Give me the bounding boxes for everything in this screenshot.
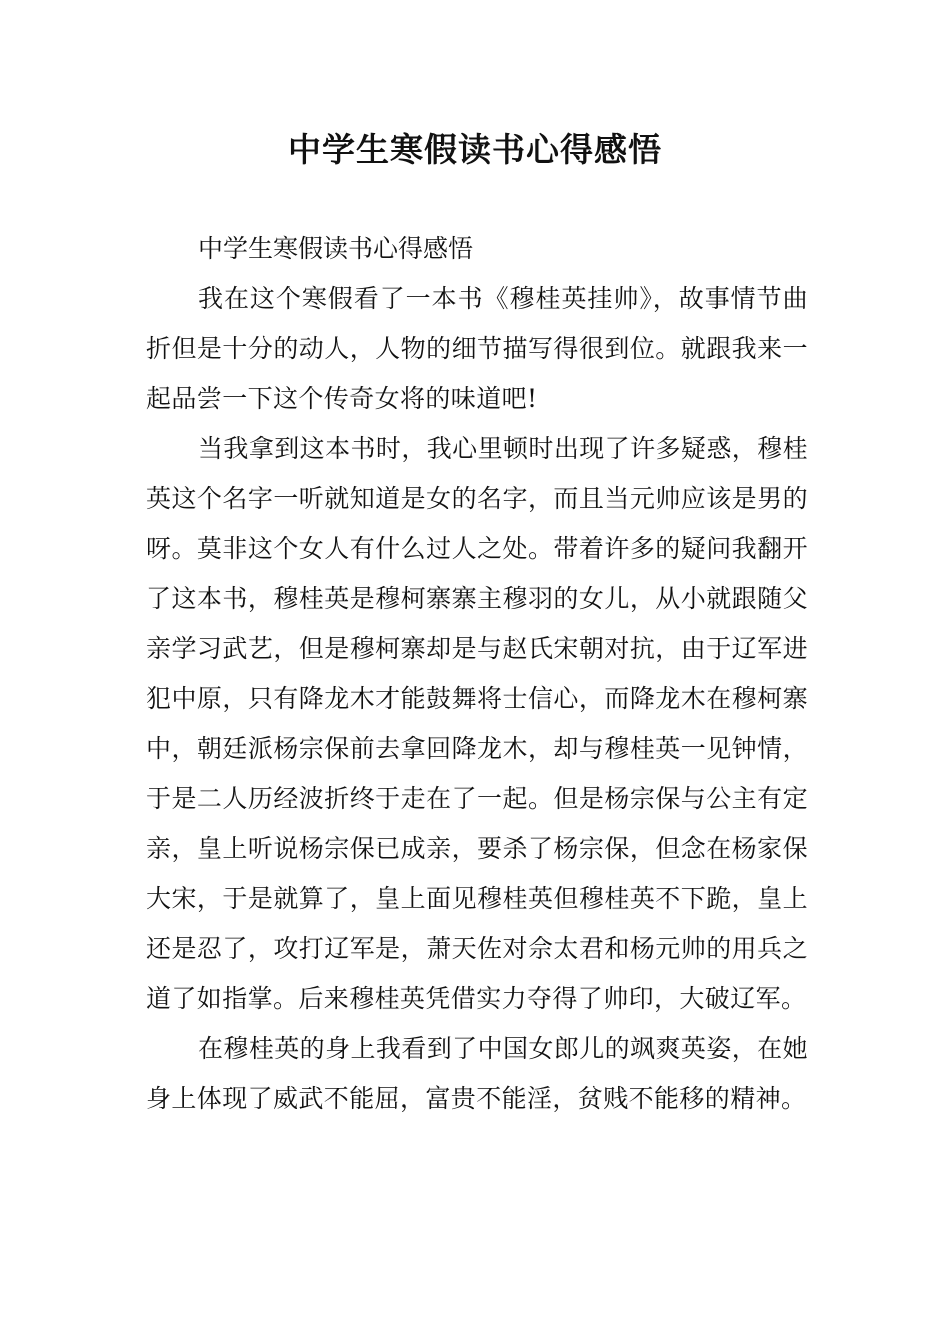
body-subtitle: 中学生寒假读书心得感悟 [198,234,474,263]
document-title: 中学生寒假读书心得感悟 [288,130,662,169]
paragraph-story: 当我拿到这本书时，我心里顿时出现了许多疑惑，穆桂英这个名字一听就知道是女的名字，而且当元帅应该是男的呀。莫非这个女人有什么过人之处。带着许多的疑问我翻开了这本书，穆桂英是穆柯寨寨主穆羽的女儿，从小就跟随父亲学习武艺，但是穆柯寨却是与赵氏宋朝对抗，由于辽军进犯中原，只有降龙木才能鼓舞将士信心，而降龙木在穆柯寨中，朝廷派杨宗保前去拿回降龙木，却与穆桂英一见钟情，于是二人历经波折终于走在了一起。但是杨宗保与公主有定亲，皇上听说杨宗保已成亲，要杀了杨宗保，但念在杨家保大宋，于是就算了，皇上面见穆桂英但穆桂英不下跪，皇上还是忍了，攻打辽军是，萧天佐对佘太君和杨元帅的用兵之道了如指掌。后来穆桂英凭借实力夺得了帅印，大破辽军。 [146,434,808,1013]
document-body [146,224,808,1124]
paragraph-conclusion: 在穆桂英的身上我看到了中国女郎儿的飒爽英姿，在她身上体现了威武不能屈，富贵不能淫，贫贱不能移的精神。 [146,1034,808,1113]
paragraph-intro: 我在这个寒假看了一本书《穆桂英挂帅》，故事情节曲折但是十分的动人，人物的细节描写得很到位。就跟我来一起品尝一下这个传奇女将的味道吧! [146,284,808,413]
